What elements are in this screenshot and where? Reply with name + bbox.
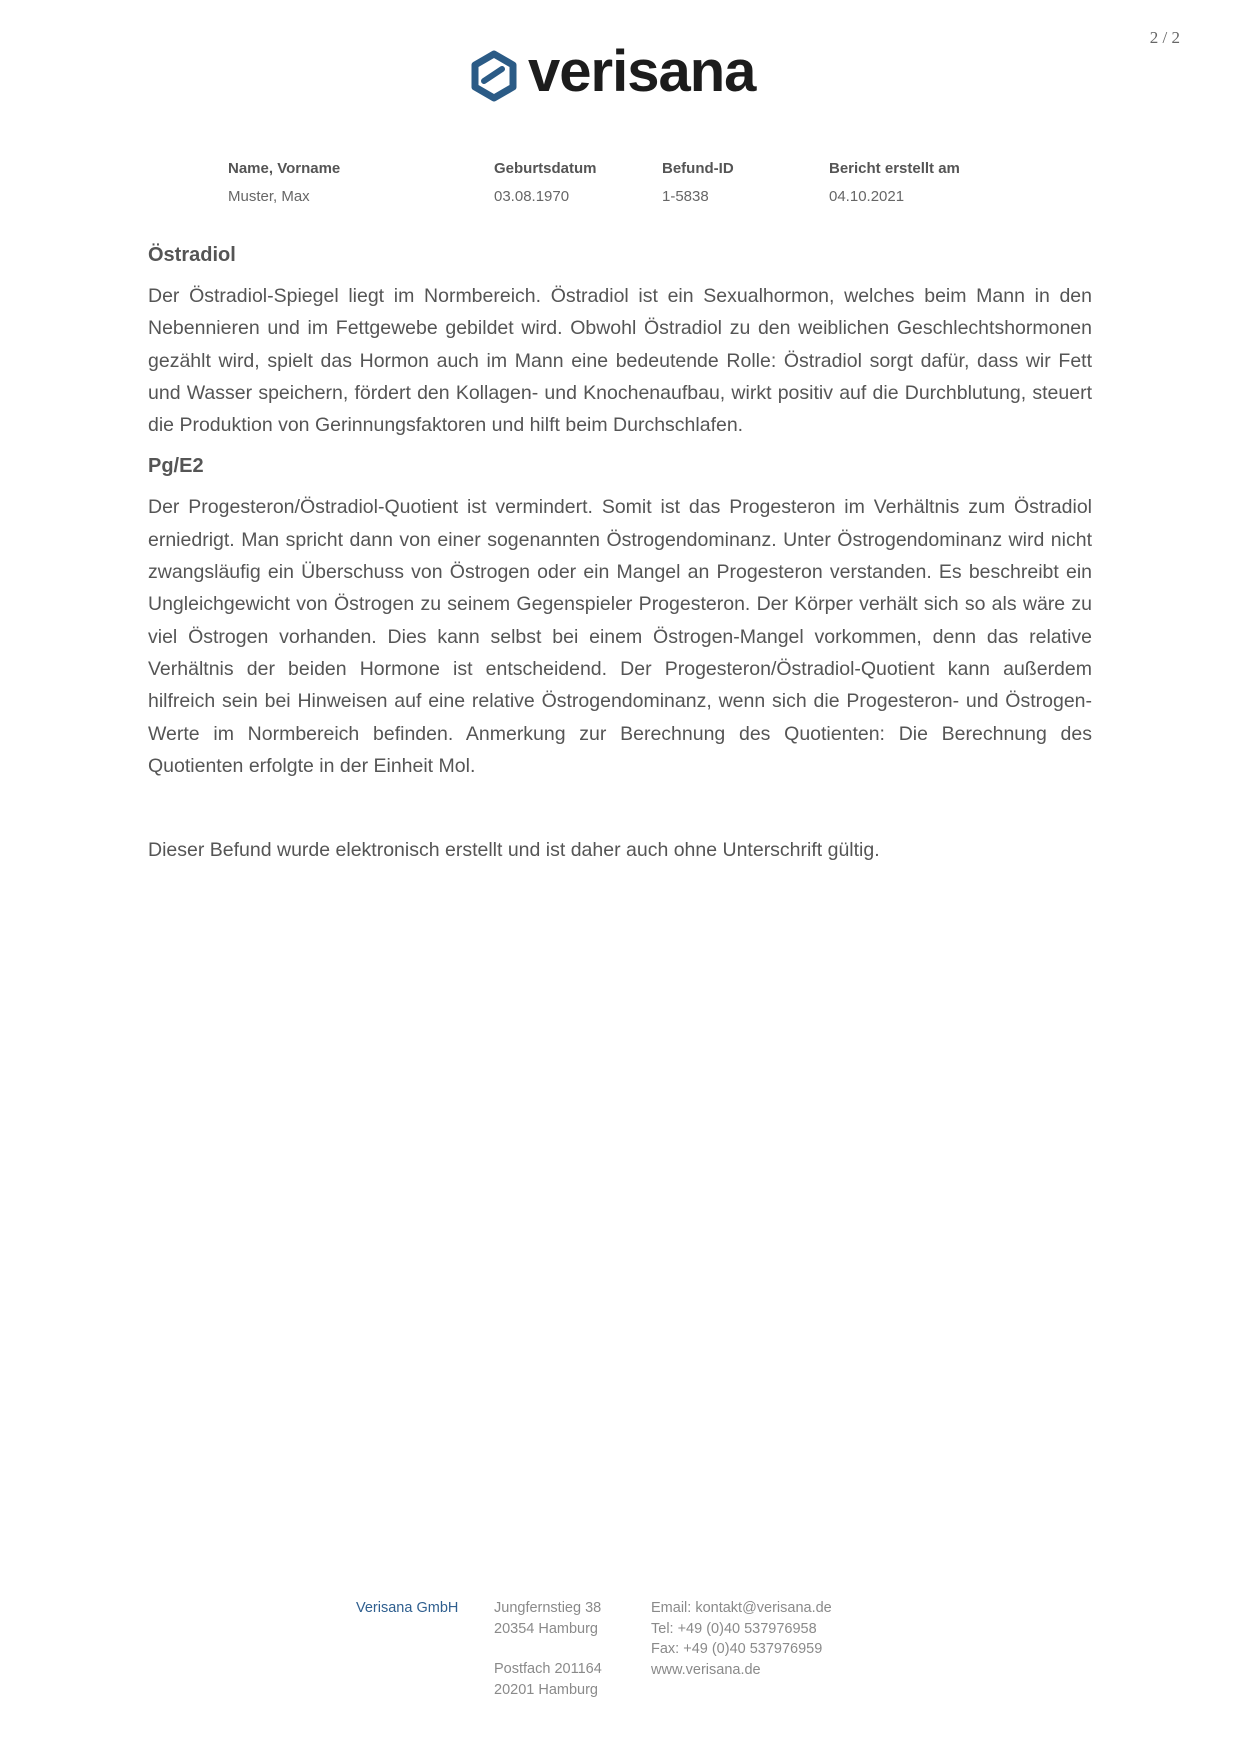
verisana-logo (466, 39, 756, 110)
footer-company: Verisana GmbH (356, 1600, 459, 1616)
footer-fax: Fax: +49 (0)40 537976959 (651, 1641, 823, 1657)
section-heading: Östradiol (148, 244, 236, 266)
footer-address-line: 20354 Hamburg (494, 1620, 598, 1637)
footer-website[interactable]: www.verisana.de (651, 1661, 761, 1678)
footer-postbox-line: 20201 Hamburg (494, 1681, 598, 1698)
footer-email[interactable]: Email: kontakt@verisana.de (651, 1600, 832, 1616)
footer-spacer (494, 1639, 602, 1659)
report-id-column (662, 160, 734, 205)
footer-contact-column (651, 1598, 832, 1680)
patient-name-value: Muster, Max (228, 188, 310, 205)
section-pg-e2 (148, 451, 1092, 782)
section-oestradiol (148, 240, 1092, 441)
patient-name-label: Name, Vorname (228, 160, 341, 177)
report-id-value: 1-5838 (662, 188, 709, 205)
birthdate-column (494, 160, 597, 205)
report-id-label: Befund-ID (662, 160, 734, 177)
report-date-column (829, 160, 960, 205)
report-date-value: 04.10.2021 (829, 188, 905, 205)
verisana-logo-icon (466, 48, 522, 104)
signature-note: Dieser Befund wurde elektronisch erstellt und ist daher auch ohne Unterschrift gültig. (148, 839, 880, 862)
footer-address-column (494, 1598, 602, 1700)
report-date-label: Bericht erstellt am (829, 160, 960, 177)
section-text: Der Progesteron/Östradiol-Quotient ist vermindert. Somit ist das Progesteron im Verhältnis zum Östradiol erniedrigt. Man spricht dann von einer sogenannten Östrogendominanz. Unter Östrogendominanz wird nicht zwangsläufig ein Überschuss von Östrogen oder ein Mangel an Progesteron verstanden. Es beschreibt ein Ungleichgewicht von Östrogen zu seinem Gegenspieler Progesteron. Der Körper verhält sich so als wäre zu viel Östrogen vorhanden. Dies kann selbst bei einem Östrogen-Mangel vorkommen, denn das relative Verhältnis der beiden Hormone ist entscheidend. Der Progesteron/Östradiol-Quotient kann außerdem hilfreich sein bei Hinweisen auf eine relative Östrogendominanz, wenn sich die Progesteron- und Östrogen-Werte im Normbereich befinden. Anmerkung zur Berechnung des Quotienten: Die Berechnung des Quotienten erfolgte in der Einheit Mol. (148, 496, 1092, 777)
footer-tel: Tel: +49 (0)40 537976958 (651, 1620, 817, 1637)
birthdate-label: Geburtsdatum (494, 160, 597, 177)
footer-address-line: Jungfernstieg 38 (494, 1600, 602, 1616)
footer-postbox-line: Postfach 201164 (494, 1661, 602, 1677)
report-content (148, 240, 1092, 866)
birthdate-value: 03.08.1970 (494, 188, 570, 205)
footer-company-column (356, 1598, 458, 1619)
patient-name-column (228, 160, 340, 205)
logo-text: verisana (528, 39, 756, 104)
section-heading: Pg/E2 (148, 455, 204, 478)
section-text: Der Östradiol-Spiegel liegt im Normbereich. Östradiol ist ein Sexualhormon, welches beim Mann in den Nebennieren und im Fettgewebe gebildet wird. Obwohl Östradiol zu den weiblichen Geschlechtshormonen gezählt wird, spielt das Hormon auch im Mann eine bedeutende Rolle: Östradiol sorgt dafür, dass wir Fett und Wasser speichern, fördert den Kollagen- und Knochenaufbau, wirkt positiv auf die Durchblutung, steuert die Produktion von Gerinnungsfaktoren und hilft beim Durchschlafen. (148, 285, 1092, 437)
page-number: 2 / 2 (1149, 28, 1180, 47)
